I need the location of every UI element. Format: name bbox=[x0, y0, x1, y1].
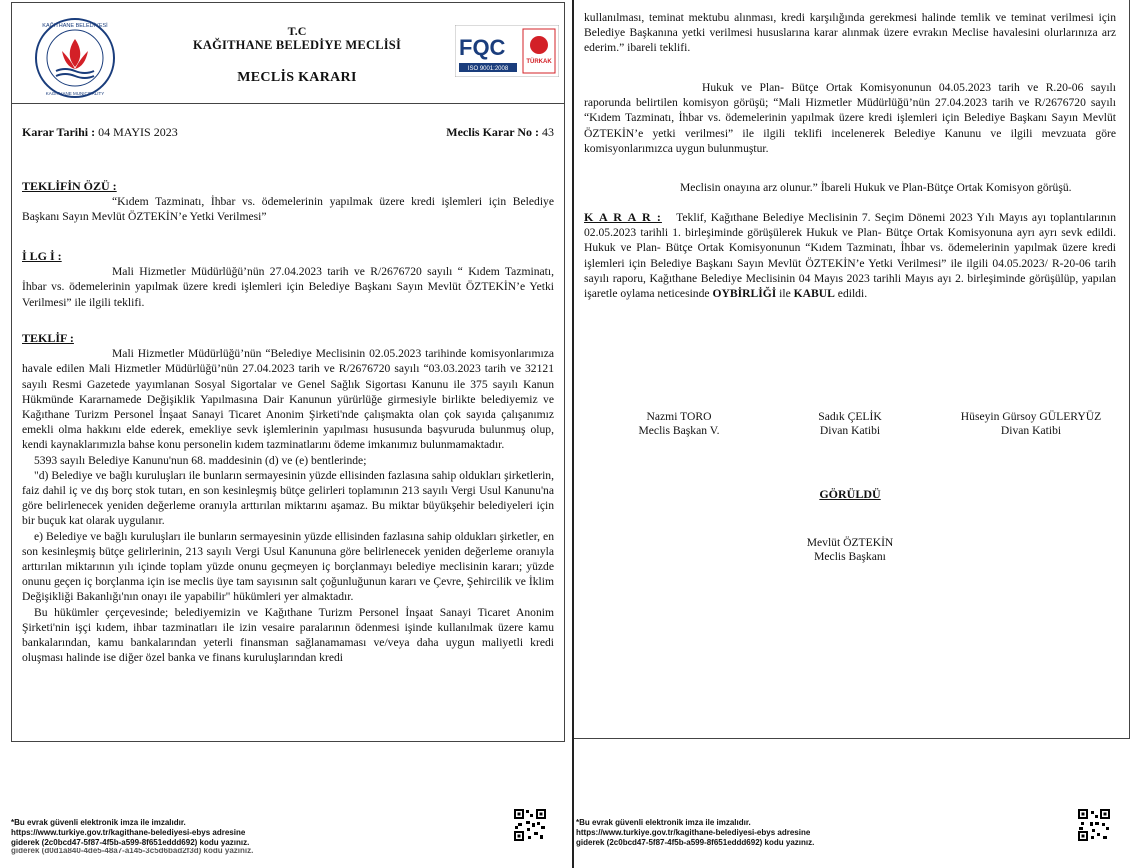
proposal-summary-heading: TEKLİFİN ÖZÜ : bbox=[22, 179, 117, 193]
signature-clerk-2 bbox=[946, 410, 1116, 438]
page-1-frame bbox=[11, 2, 565, 742]
logo-text-bottom: KAĞITHANE MUNICIPALITY bbox=[45, 91, 105, 96]
footer-verify-code: giderek (2c0bcd47-5f87-4f5b-a599-8f651eddd692) kodu yazınız. bbox=[576, 838, 815, 847]
footer-verify-code: giderek (2c0bcd47-5f87-4f5b-a599-8f651eddd692) kodu yazınız. bbox=[11, 838, 250, 847]
decision-unanimous: OYBİRLİĞİ bbox=[712, 287, 777, 301]
document-page-2 bbox=[572, 0, 1139, 868]
fqc-certification-badge-icon bbox=[455, 25, 559, 77]
proposal-paragraph-4: e) Belediye ve bağlı kuruluşları ile bunların sermayesinin yüzde ellisinden fazlasına sahip oldukları şirketler, en son kesinleşmiş bütçe gelirlerinin, 213 sayılı Vergi Usul Kanununa göre belirlenecek yeniden değerleme oranıyla arttırılan miktarının yılı içinde toplam yüzde onunu geçmeyen iç borçlanmayı belediye meclisinin kararı; yüzde onunu geçen iç borçlanma için ise meclis üye tam sayısının salt çoğunluğunun kararı ve Çevre, Şehircilik ve İklim Değişikliği Bakanlığı'nın onayı ile yapabilir" hükümleri yer almaktadır. bbox=[22, 529, 554, 604]
decision-meta bbox=[22, 125, 554, 140]
proposal-summary-section bbox=[22, 179, 554, 225]
decision-no-label: Meclis Karar No : bbox=[446, 125, 539, 139]
header-document-kind: MECLİS KARARI bbox=[237, 70, 357, 85]
decision-text: Teklif, Kağıthane Belediye Meclisinin 7. Seçim Dönemi 2023 Yılı Mayıs ayı toplantılarının 02.05.2023 tarihli 1. birleşiminde görüşülerek Hukuk ve Plan- Bütçe Ortak Komisyonuna ayrı ayrı sevk edildi. Hukuk ve Plan- Bütçe Ortak Komisyonunun “Kıdem Tazminatı, İhbar vs. ödemelerinin yapılmak üzere kredi işlemleri için Belediye Başkanı Sayın Mevlüt ÖZTEKİN’e Yetki Verilmesi” ile ilgili 04.05.2023/ R-20-06 tarih sayılı raporu, Kağıthane Belediye Meclisinin 04 Mayıs 2023 tarihli Mayıs ayı 2. birleşiminde görüşülüp, yapılan işaretle oylama neticesinde bbox=[584, 211, 1116, 301]
page-2-frame bbox=[574, 0, 1130, 739]
signature-clerk-1 bbox=[780, 410, 920, 438]
proposal-continuation bbox=[584, 10, 1116, 56]
qr-code-icon bbox=[1077, 808, 1111, 842]
footer-verify-url: https://www.turkiye.gov.tr/kagithane-belediyesi-ebys adresine bbox=[576, 828, 811, 837]
proposal-paragraph-3: "d) Belediye ve bağlı kuruluşları ile bunların sermayesinin yüzde ellisinden fazlasına sahip oldukları şirketlerin, faiz dahil iç ve dış borç stok tutarı, en son kesinleşmiş bütçe gelirleri toplamının 213 sayılı Vergi Usul Kanunu'na göre belirlenecek yeniden değerleme oranıyla arttırılan miktarını aşamaz. Bu miktar büyükşehir belediyeleri için bir buçuk kat olarak uygulanır. bbox=[22, 468, 554, 528]
commission-section bbox=[584, 80, 1116, 156]
signature-title: Divan Katibi bbox=[819, 424, 881, 437]
proposal-paragraph-5: Bu hükümler çerçevesinde; belediyemizin ve Kağıthane Turizm Personel İnşaat Sanayi Ticaret Anonim Şirketi'nin işçi kıdem, ihbar tazminatları ile izin vesaire paralarının ödenmesi işinde kullanılmak üzere kamu bankalarından, kamu bankalarından yeterli finansman sağlanamaması ve/veya daha uygun maliyetli kredi oluşması halinde ise diğer özel banka ve finans kuruluşlarından kredi bbox=[22, 605, 554, 665]
signature-title: Meclis Başkan V. bbox=[638, 424, 720, 437]
footer-signature-note: *Bu evrak güvenli elektronik imza ile imzalıdır. bbox=[11, 818, 186, 827]
proposal-summary-text: “Kıdem Tazminatı, İhbar vs. ödemelerinin yapılmak üzere kredi işlemleri için Belediye Başkanı Sayın Mevlüt ÖZTEKİN’e Yetki Verilmesi” bbox=[22, 195, 554, 224]
footer-verify-url: https://www.turkiye.gov.tr/kagithane-belediyesi-ebys adresine bbox=[11, 828, 246, 837]
page-1-footer bbox=[11, 818, 331, 857]
header-organization: KAĞITHANE BELEDİYE MECLİSİ bbox=[192, 38, 402, 52]
fqc-text: FQC bbox=[459, 35, 506, 60]
signature-name: Nazmi TORO bbox=[646, 410, 712, 423]
signature-title: Divan Katibi bbox=[1000, 424, 1062, 437]
qr-code-icon bbox=[513, 808, 547, 842]
proposal-paragraph-1: Mali Hizmetler Müdürlüğü’nün “Belediye Meclisinin 02.05.2023 tarihinde komisyonlarımıza havale edilen Mali Hizmetler Müdürlüğü’nün 27.04.2023 tarih ve R/2676720 sayılı “03.03.2023 tarih ve 32121 sayılı Resmi Gazetede yayımlanan Sosyal Sigortalar ve Genel Sağlık Sigortası Kanunu ile 375 sayılı Kanun Hükmünde Kararnamede Değişiklik Yapılmasına Dair Kanunun yürürlüğe girmesiyle birlikte belediyemiz ve Kağıthane Turizm Personel İnşaat Sanayi Ticaret Anonim Şirketi'nde çalışmakta olan çok sayıda çalışanımız emekli olma hakkını elde ederek, emekliye sevk işlemlerinin yapılması hususunda başvuruda bulunmuş olup, kendi kaynaklarımızla bahse konu personelin kıdem tazminatlarını ödeme imkanımız bulunmamaktadır. bbox=[22, 347, 554, 452]
proposal-heading: TEKLİF : bbox=[22, 331, 74, 345]
reference-heading: İ LG İ : bbox=[22, 249, 62, 263]
signature-name: Mevlüt ÖZTEKİN bbox=[806, 536, 894, 549]
decision-date-label: Karar Tarihi : bbox=[22, 125, 96, 139]
document-page-1 bbox=[0, 0, 568, 868]
decision-with: ile bbox=[779, 287, 791, 301]
page-2-footer bbox=[576, 818, 896, 848]
signature-title: Meclis Başkanı bbox=[814, 550, 886, 563]
header-tc: T.C bbox=[287, 24, 307, 38]
decision-section bbox=[584, 210, 1116, 301]
reference-text: Mali Hizmetler Müdürlüğü’nün 27.04.2023 tarih ve R/2676720 sayılı “ Kıdem Tazminatı, İhbar vs. ödemelerinin yapılmak üzere kredi işlemleri için Belediye Başkanı Sayın Mevlüt ÖZTEKİN’e Yetki Verilmesi” ile ilgili teklifi. bbox=[22, 265, 554, 309]
proposal-section bbox=[22, 331, 554, 665]
decision-date-value: 04 MAYIS 2023 bbox=[98, 125, 178, 139]
signature-name: Sadık ÇELİK bbox=[818, 410, 882, 423]
commission-opinion-text: Hukuk ve Plan- Bütçe Ortak Komisyonunun 04.05.2023 tarih ve R.20-06 sayılı raporunda belirtilen komisyon görüşü; “Mali Hizmetler Müdürlüğü’nün 27.04.2023 tarih ve R/2676720 sayılı “Kıdem Tazminatı, İhbar vs. ödemelerinin yapılmak üzere kredi işlemleri için Belediye Başkanı Sayın Mevlüt ÖZTEKİN’e yetki verilmesi” ile ilgili teklifi incelenerek Belediye Kanunu ve ilgili mevzuata göre komisyonlarımızca uygun bulunmuştur. bbox=[584, 81, 1116, 155]
header-title-block bbox=[132, 25, 462, 86]
decision-end: edildi. bbox=[837, 287, 868, 301]
reference-section bbox=[22, 249, 554, 310]
iso-text: ISO 9001:2008 bbox=[467, 66, 509, 72]
proposal-continuation-text: kullanılması, teminat mektubu alınması, kredi karşılığında gerekmesi halinde temlik ve teminat verilmesi için Belediye Başkanına yetki verilmesi hususlarına karar alınmak üzere evrakın Meclise havalesini olurlarınıza arz ederim.” ibareli teklifi. bbox=[584, 11, 1116, 55]
proposal-paragraph-2: 5393 sayılı Belediye Kanunu'nun 68. maddesinin (d) ve (e) bentlerinde; bbox=[34, 453, 367, 467]
turkak-text: TÜRKAK bbox=[526, 59, 552, 65]
decision-no-value: 43 bbox=[542, 125, 554, 139]
page-1-header bbox=[12, 3, 564, 104]
footer-signature-note: *Bu evrak güvenli elektronik imza ile imzalıdır. bbox=[576, 818, 751, 827]
approval-request-text: Meclisin onayına arz olunur.” İbareli Hukuk ve Plan-Bütçe Ortak Komisyon görüşü. bbox=[680, 181, 1072, 194]
footer-verify-code-overlap: giderek (d0d1a840-4de5-48a7-a145-3c5d6bad2f3d) kodu yazınız. bbox=[11, 848, 254, 855]
signature-mayor bbox=[770, 536, 930, 564]
decision-heading: K A R A R : bbox=[584, 210, 662, 224]
approval-request-section bbox=[584, 180, 1116, 195]
signature-name: Hüseyin Gürsoy GÜLERYÜZ bbox=[960, 410, 1102, 423]
seen-heading: GÖRÜLDÜ bbox=[819, 487, 881, 501]
municipality-logo-icon bbox=[34, 17, 116, 99]
logo-text-top: KAĞITHANE BELEDİYESİ bbox=[42, 23, 108, 29]
decision-accepted: KABUL bbox=[793, 287, 835, 301]
signature-chair bbox=[604, 410, 754, 438]
